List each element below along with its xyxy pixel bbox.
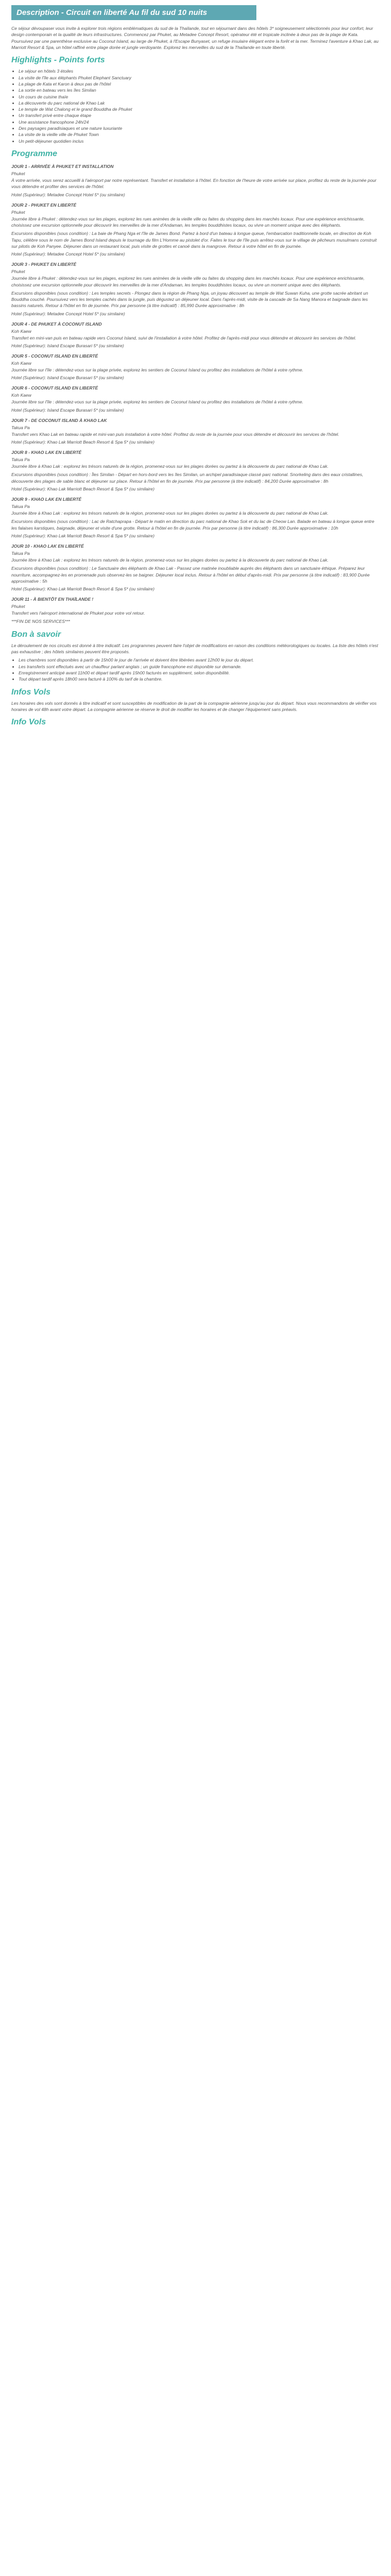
day-section (11, 597, 380, 625)
day-description: Journée libre à Khao Lak : explorez les trésors naturels de la région, promenez-vous sur les plages dorées ou partez à la découverte du parc national de Khao Lak. (11, 464, 329, 469)
intro-text: Ce séjour dévoupaser vous invite à explorer trois régions emblématiques du sud de la Thaïlande, tout en séjournant dans des hôtels 3* soigneusement sélectionnés pour leur confort, leur design contemporain et la qualité de leurs infrastructures. Commencez par Phuket, au Metadee Concept Resort, opérateur été et tropicale inclinée à deux pas de la plage de Kata. Poursuivez par une parenthèse exclusive au Coconut Island, au large de Phuket, à l'Escape Bunyaset, un refuge insulaire élégant entre la forêt et la mer. Terminez l'aventure à Khao Lak, au Marriott Resort & Spa, un hôtel raffiné entre plage dorée et jungle verdoyante. Explorez les merveilles du sud de la Thaïlande en toute liberté. (11, 26, 379, 50)
day-description: Journée libre à Phuket : détendez-vous sur les plages, explorez les rues animées de la vieille ville ou faites du shopping dans les marchés locaux. Pour une expérience enrichissante, choisissez une excursion optionnelle pour découvrir les merveilles de la mer d'Andaman, les temples bouddhistes locaux, ou vivre un moment unique avec des éléphants. (11, 276, 365, 287)
day-section (11, 202, 380, 257)
day-description: Journée libre à Khao Lak : explorez les trésors naturels de la région, promenez-vous sur les plages dorées ou partez à la découverte du parc national de Khao Lak. (11, 557, 329, 563)
day-description: Transfert vers Khao Lak en bateau rapide et mini-van puis installation à votre hôtel. Profitez du reste de la journée pour vous détendre et découvrir les services de l'hôtel. (11, 431, 339, 437)
day-description: Transfert vers l'aéroport international de Phuket pour votre vol retour. (11, 611, 145, 616)
day-section (11, 353, 380, 380)
day-location: Koh Kaew (11, 328, 31, 334)
bon-a-savoir-title: Bon à savoir (11, 630, 61, 639)
day-hotel: Hotel (Supérieur): Khao Lak Marriott Beach Resort & Spa 5* (ou similaire) (11, 486, 155, 492)
infos-vols-text: Les horaires des vols sont donnés à titre indicatif et sont susceptibles de modification de la part de la compagnie aérienne jusqu'au jour du départ. Nous vous recommandons de vérifier vos horaires de vol 48h avant votre départ. La compagnie aérienne se réserve le droit de modifier les horaires et de changer l'équipement sans préavis. (11, 700, 377, 712)
day-section (11, 262, 380, 316)
footer-title: Info Vols (11, 718, 46, 727)
day-hotel: Hotel (Supérieur): Island Escape Burasari 5* (ou similaire) (11, 407, 124, 413)
day-title: JOUR 8 - KHAO LAK EN LIBERTÉ (11, 450, 82, 455)
day-description: À votre arrivée, vous serez accueilli à l'aéroport par notre représentant. Transfert et installation à l'hôtel. En fonction de l'heure de votre arrivée sur place, profitez du reste de la journée pour vous détendre et profiter des services de l'hôtel. (11, 178, 377, 190)
highlight-item: • Un petit-déjeuner quotidien inclus (19, 138, 380, 144)
day-section (11, 385, 380, 412)
day-hotel: Hotel (Supérieur): Khao Lak Marriott Beach Resort & Spa 5* (ou similaire) (11, 533, 155, 538)
program-days (11, 164, 380, 625)
bon-item: • Enregistrement anticipé avant 11h00 et départ tardif après 15h00 facturés en supplément, selon disponibilité. (19, 670, 380, 676)
highlights-title: Highlights - Points forts (11, 56, 105, 65)
highlight-item: • La visite de la vieille ville de Phuket Town (19, 131, 380, 138)
day-hotel: Hotel (Supérieur): Island Escape Burasari 5* (ou similaire) (11, 375, 124, 381)
day-location: Phuket (11, 604, 25, 609)
day-title: JOUR 9 - KHAO LAK EN LIBERTÉ (11, 496, 82, 502)
infos-vols-title: Infos Vols (11, 687, 51, 697)
highlight-item: • La visite de l'île aux éléphants Phuket Elephant Sanctuary (19, 75, 380, 81)
bon-a-savoir-list (11, 657, 380, 682)
highlight-item: • La plage de Kata et Karon à deux pas de l'hôtel (19, 81, 380, 87)
day-hotel: Hotel (Supérieur): Metadee Concept Hotel 5* (ou similaire) (11, 311, 125, 316)
day-hotel: Hotel (Supérieur): Metadee Concept Hotel 5* (ou similaire) (11, 192, 125, 197)
day-section (11, 450, 380, 492)
highlight-item: • Des paysages paradisiaques et une nature luxuriante (19, 125, 380, 131)
day-title: JOUR 7 - DE COCONUT ISLAND À KHAO LAK (11, 417, 107, 423)
day-location: Takua Pa (11, 457, 30, 462)
day-excursions: Excursions disponibles (sous condition) : Le Sanctuaire des éléphants de Khao Lak - Passez une matinée inoubliable auprès des éléphants dans un sanctuaire éthique. Préparez leur nourriture, accompagnez-les en promenade puis observez-les se baigner. Déjeuner local inclus. Retour à l'hôtel en début d'après-midi. Prix par personne (à titre indicatif) : 83,900 Durée approximative : 5h (11, 566, 370, 584)
day-excursions: Excursions disponibles (sous condition) : La baie de Phang Nga et l'île de James Bond. Partez à bord d'un bateau à longue queue, l'embarcation traditionnelle locale, en direction de Koh Tapu, célèbre sous le nom de James Bond Island depuis le tournage du film L'Homme au pistolet d'or. Faites le tour de l'île puis arrêtez-vous sur le village de pêcheurs musulmans construit sur pilotis de Koh Panyee. Déjeuner dans un restaurant local, puis visite de grottes et canoë dans la mangrove. Retour à votre hôtel en fin de journée. (11, 231, 377, 249)
day-location: Koh Kaew (11, 393, 31, 398)
day-title: JOUR 3 - PHUKET EN LIBERTÉ (11, 262, 76, 267)
page (0, 0, 391, 727)
bon-item: • Tout départ tardif après 18h00 sera facturé à 100% du tarif de la chambre. (19, 676, 380, 682)
day-description: Journée libre à Khao Lak : explorez les trésors naturels de la région, promenez-vous sur les plages dorées ou partez à la découverte du parc national de Khao Lak. (11, 510, 329, 516)
day-section (11, 418, 380, 445)
day-hotel: Hotel (Supérieur): Metadee Concept Hotel 5* (ou similaire) (11, 251, 125, 257)
highlights-list (11, 68, 380, 144)
program-title: Programme (11, 149, 57, 158)
day-location: Takua Pa (11, 550, 30, 556)
highlight-item: • Le temple de Wat Chalong et le grand Bouddha de Phuket (19, 106, 380, 112)
day-section (11, 164, 380, 197)
day-description: Journée libre sur l'île : détendez-vous sur la plage privée, explorez les sentiers de Coconut Island ou profitez des installations de l'hôtel à votre rythme. (11, 399, 303, 405)
day-description: Journée libre à Phuket : détendez-vous sur les plages, explorez les rues animées de la vieille ville ou faites du shopping dans les marchés locaux. Pour une expérience enrichissante, choisissez une excursion optionnelle pour découvrir les merveilles de la mer d'Andaman, les temples bouddhistes locaux, ou vivre un moment unique avec des éléphants. (11, 216, 365, 228)
day-title: JOUR 2 - PHUKET EN LIBERTÉ (11, 202, 76, 208)
day-title: JOUR 6 - COCONUT ISLAND EN LIBERTÉ (11, 385, 98, 391)
day-location: Phuket (11, 269, 25, 275)
day-section (11, 497, 380, 538)
day-title: JOUR 11 - À BIENTÔT EN THAÏLANDE ! (11, 597, 93, 602)
day-location: Phuket (11, 209, 25, 215)
highlight-item: • Le séjour en hôtels 3 étoiles (19, 68, 380, 74)
highlight-item: • Un cours de cuisine thaïe (19, 94, 380, 100)
day-location: Phuket (11, 171, 25, 176)
highlight-item: • La sortie en bateau vers les îles Similan (19, 87, 380, 93)
highlight-item: • La découverte du parc national de Khao Lak (19, 100, 380, 106)
day-location: Koh Kaew (11, 361, 31, 366)
day-title: JOUR 1 - ARRIVÉE À PHUKET ET INSTALLATION (11, 164, 114, 169)
highlight-item: • Une assistance francophone 24h/24 (19, 119, 380, 125)
day-excursions: Excursions disponibles (sous condition) : Lac de Ratchaprapa - Départ le matin en direction du parc national de Khao Sok et du lac de Cheow Lan. Balade en bateau à longue queue entre les falaises karstiques, baignade, déjeuner et visite d'une grotte. Retour à l'hôtel en fin de journée. Prix par personne (à titre indicatif) : 86,300 Durée approximative : 10h (11, 519, 374, 531)
bon-a-savoir-intro: Le déroulement de nos circuits est donné à titre indicatif. Les programmes peuvent faire l'objet de modifications en raison des conditions météorologiques ou locales. La liste des hôtels n'est pas exhaustive ; des hôtels similaires peuvent être proposés. (11, 642, 379, 655)
day-excursions: Excursions disponibles (sous condition) : Les temples secrets - Plongez dans la région de Phang Nga, un joyau découvert au temple de Wat Suwan Kuha, une grotte sacrée abritant un Bouddha couché. Poursuivez vers les temples cachés dans la jungle, puis dégustez un déjeuner local. Dans l'après-midi, visite de la cascade de Sa Nang Manora et baignade dans les bassins naturels. Retour à l'hôtel en fin de journée. Prix par personne (à titre indicatif) : 85,990 Durée approximative : 8h (11, 290, 368, 309)
page-title-banner: Description - Circuit en liberté Au fil du sud 10 nuits (11, 5, 256, 20)
day-hotel: Hotel (Supérieur): Khao Lak Marriott Beach Resort & Spa 5* (ou similaire) (11, 439, 155, 445)
day-hotel: Hotel (Supérieur): Island Escape Burasari 5* (ou similaire) (11, 343, 124, 349)
day-title: JOUR 5 - COCONUT ISLAND EN LIBERTÉ (11, 353, 98, 359)
day-title: JOUR 10 - KHAO LAK EN LIBERTÉ (11, 543, 84, 549)
day-hotel: Hotel (Supérieur): Khao Lak Marriott Beach Resort & Spa 5* (ou similaire) (11, 586, 155, 592)
day-description: Journée libre sur l'île : détendez-vous sur la plage privée, explorez les sentiers de Coconut Island ou profitez des installations de l'hôtel à votre rythme. (11, 367, 303, 373)
day-description: Transfert en mini-van puis en bateau rapide vers Coconut Island, suivi de l'installation à votre hôtel. Profitez de l'après-midi pour vous détendre et découvrir les services de l'hôtel. (11, 335, 356, 341)
bon-item: • Les transferts sont effectués avec un chauffeur parlant anglais ; un guide francophone est disponible sur demande. (19, 664, 380, 670)
highlight-item: • Un transfert privé entre chaque étape (19, 112, 380, 118)
day-excursions: ***FIN DE NOS SERVICES*** (11, 619, 70, 624)
day-location: Takua Pa (11, 503, 30, 509)
bon-item: • Les chambres sont disponibles à partir de 15h00 le jour de l'arrivée et doivent être libérées avant 12h00 le jour du départ. (19, 657, 380, 663)
day-title: JOUR 4 - DE PHUKET À COCONUT ISLAND (11, 321, 102, 327)
day-excursions: Excursions disponibles (sous condition) : Îles Similan - Départ en hors-bord vers les îles Similan, un archipel paradisiaque classé parc national. Snorkeling dans des eaux cristallines, découverte des plages de sable blanc et déjeuner sur place. Retour à l'hôtel en fin de journée. Prix par personne (à titre indicatif) : 84,200 Durée approximative : 8h (11, 472, 364, 484)
day-section (11, 544, 380, 591)
day-section (11, 321, 380, 348)
day-location: Takua Pa (11, 425, 30, 430)
